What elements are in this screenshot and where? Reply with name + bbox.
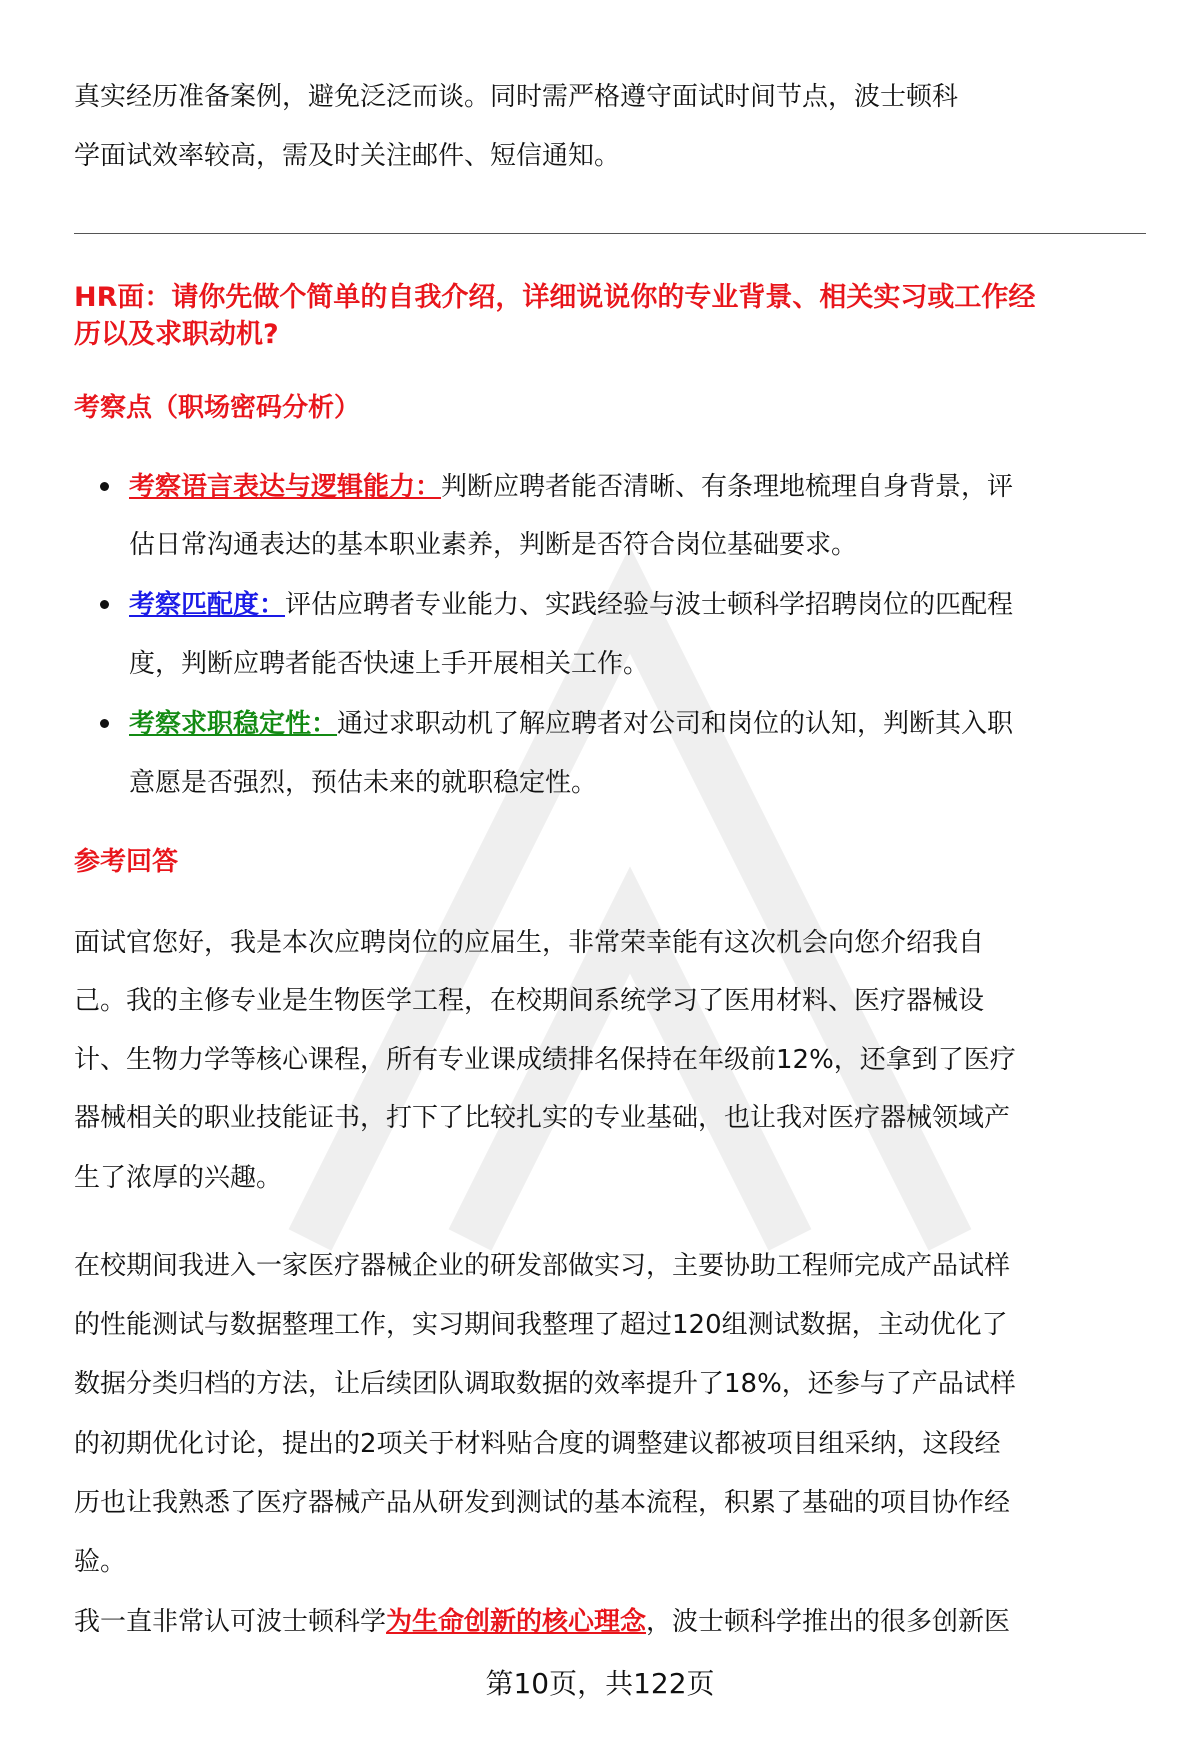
- paragraph-line: 的性能测试与数据整理工作，实习期间我整理了超过120组测试数据，主动优化了: [74, 1310, 1008, 1340]
- item-text: 估日常沟通表达的基本职业素养，判断是否符合岗位基础要求。: [129, 530, 858, 560]
- text: ，波士顿科学推出的很多创新医: [646, 1607, 1011, 1637]
- answer-heading: 参考回答: [74, 847, 179, 877]
- item-text: 评估应聘者专业能力、实践经验与波士顿科学招聘岗位的匹配程: [285, 590, 1014, 620]
- text: 我一直非常认可波士顿科学: [74, 1607, 387, 1637]
- item-text: 通过求职动机了解应聘者对公司和岗位的认知，判断其入职: [337, 709, 1014, 739]
- paragraph-line: 己。我的主修专业是生物医学工程，在校期间系统学习了医用材料、医疗器械设: [74, 986, 985, 1016]
- watermark-logo: [230, 520, 1030, 1320]
- keyword-link[interactable]: 考察求职稳定性：: [129, 709, 338, 739]
- list-item: [129, 588, 1013, 622]
- paragraph-line: 数据分类归档的方法，让后续团队调取数据的效率提升了18%，还参与了产品试样: [74, 1369, 1016, 1399]
- paragraph-line: 生了浓厚的兴趣。: [74, 1163, 283, 1193]
- paragraph-line: 面试官您好，我是本次应聘岗位的应届生，非常荣幸能有这次机会向您介绍我自: [74, 928, 985, 958]
- bullet-icon: [100, 482, 109, 491]
- bullet-icon: [100, 719, 109, 728]
- list-item: [129, 470, 1013, 504]
- keyword-link[interactable]: 考察语言表达与逻辑能力：: [129, 472, 442, 502]
- intro-text-line: 学面试效率较高，需及时关注邮件、短信通知。: [74, 141, 621, 171]
- paragraph-line: 在校期间我进入一家医疗器械企业的研发部做实习，主要协助工程师完成产品试样: [74, 1251, 1011, 1281]
- divider: [74, 233, 1146, 234]
- item-text: 意愿是否强烈，预估未来的就职稳定性。: [129, 768, 598, 798]
- question-heading: HR面：请你先做个简单的自我介绍，详细说说你的专业背景、相关实习或工作经: [74, 282, 1036, 313]
- item-text: 度，判断应聘者能否快速上手开展相关工作。: [129, 649, 650, 679]
- paragraph-line: 器械相关的职业技能证书，打下了比较扎实的专业基础，也让我对医疗器械领域产: [74, 1103, 1011, 1133]
- intro-text-line: 真实经历准备案例，避免泛泛而谈。同时需严格遵守面试时间节点，波士顿科: [74, 82, 959, 112]
- paragraph-line: [74, 1605, 1010, 1639]
- highlight-link[interactable]: 为生命创新的核心理念: [386, 1607, 647, 1637]
- keyword-link[interactable]: 考察匹配度：: [129, 590, 286, 620]
- list-item: [129, 707, 1013, 741]
- paragraph-line: 验。: [74, 1547, 127, 1577]
- analysis-heading: 考察点（职场密码分析）: [74, 393, 361, 423]
- paragraph-line: 的初期优化讨论，提出的2项关于材料贴合度的调整建议都被项目组采纳，这段经: [74, 1429, 1001, 1459]
- page-number: 第10页，共122页: [485, 1667, 715, 1700]
- bullet-icon: [100, 600, 109, 609]
- paragraph-line: 历也让我熟悉了医疗器械产品从研发到测试的基本流程，积累了基础的项目协作经: [74, 1488, 1011, 1518]
- question-heading: 历以及求职动机?: [74, 319, 279, 350]
- paragraph-line: 计、生物力学等核心课程，所有专业课成绩排名保持在年级前12%，还拿到了医疗: [74, 1045, 1016, 1075]
- item-text: 判断应聘者能否清晰、有条理地梳理自身背景，评: [441, 472, 1014, 502]
